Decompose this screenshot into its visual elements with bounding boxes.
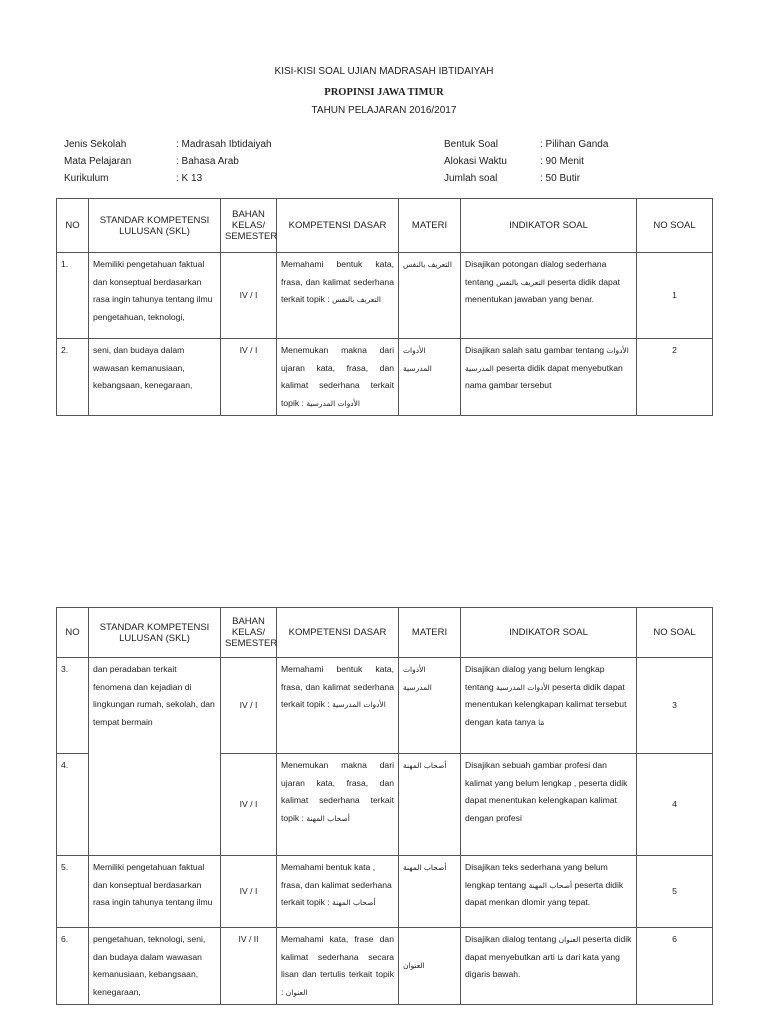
meta-label: Bentuk Soal — [444, 139, 498, 150]
table-row — [57, 856, 713, 928]
row-materi: الأدوات المدرسية — [399, 339, 461, 416]
row-kd — [277, 754, 399, 856]
indikator-text: Disajikan potongan dialog sederhana tentang — [465, 259, 607, 287]
row-kd — [277, 856, 399, 928]
meta-value: : Pilihan Ganda — [540, 139, 609, 150]
kd-text: Memahami bentuk kata, frasa, dan kalimat sederhana terkait topik : — [281, 664, 394, 709]
indikator-text-2: peserta didik dapat menyebutkan arti — [465, 934, 632, 962]
row-kelas: IV / I — [221, 856, 277, 928]
header-no: NO — [57, 199, 89, 253]
row-indikator — [461, 928, 637, 1005]
header-nosoal: NO SOAL — [637, 608, 713, 658]
row-nosoal: 5 — [637, 856, 713, 928]
meta-left — [64, 136, 272, 187]
row-kelas: IV / I — [221, 339, 277, 416]
header-indikator: INDIKATOR SOAL — [461, 608, 637, 658]
meta-value: : 50 Butir — [540, 173, 581, 184]
indikator-text: Disajikan teks sederhana yang belum lengkap tentang — [465, 862, 608, 890]
doc-year: TAHUN PELAJARAN 2016/2017 — [311, 105, 457, 116]
kd-text: Memahami bentuk kata, frasa, dan kalimat sederhana terkait topik : — [281, 259, 394, 304]
doc-title: KISI-KISI SOAL UJIAN MADRASAH IBTIDAIYAH — [274, 66, 494, 77]
indikator-text-2: peserta didik dapat menentukan jawaban yang benar. — [465, 276, 620, 304]
header-skl: STANDAR KOMPETENSI LULUSAN (SKL) — [89, 199, 221, 253]
row-nosoal: 3 — [637, 658, 713, 754]
kd-text: Menemukan makna dari ujaran kata, frasa, dan kalimat sederhana terkait topik : — [281, 345, 394, 408]
header-materi: MATERI — [399, 199, 461, 253]
indikator-text-2: peserta didik dapat menentukan kelengkapan kalimat tersebut dengan kata tanya — [465, 681, 627, 727]
row-skl: Memiliki pengetahuan faktual dan konseptual berdasarkan rasa ingin tahunya tentang ilmu pengetahuan, teknologi, — [89, 253, 221, 339]
table-row — [57, 928, 713, 1005]
indikator-arabic: الأدوات المدرسية — [465, 346, 629, 373]
meta-label: Kurikulum — [64, 173, 109, 184]
table-row — [57, 658, 713, 754]
row-kd — [277, 658, 399, 754]
meta-value: : 90 Menit — [540, 156, 584, 167]
row-indikator — [461, 856, 637, 928]
row-no: 2. — [57, 339, 89, 416]
meta-row — [64, 136, 272, 153]
meta-row — [64, 153, 272, 170]
indikator-text-3: dari kata yang digaris bawah. — [465, 951, 620, 979]
row-kelas: IV / I — [221, 658, 277, 754]
kd-arabic: أصحاب المهنة — [332, 898, 376, 907]
indikator-arabic: أصحاب المهنة — [528, 880, 573, 890]
kisi-table-1 — [56, 198, 713, 416]
indikator-arabic: الأدوات المدرسية — [496, 682, 550, 692]
indikator-text: Disajikan dialog tentang — [465, 934, 557, 944]
kd-arabic: التعريف بالنفس — [332, 295, 382, 304]
kd-arabic: أصحاب المهنة — [306, 813, 350, 823]
header-no: NO — [57, 608, 89, 658]
row-indikator: Disajikan sebuah gambar profesi dan kalimat yang belum lengkap , peserta didik dapat menentukan kelengkapan kalimat dengan profesi — [461, 754, 637, 856]
meta-row — [444, 170, 608, 187]
kd-arabic: العنوان — [285, 987, 308, 997]
row-no: 4. — [57, 754, 89, 856]
row-kelas: IV / I — [221, 754, 277, 856]
row-indikator — [461, 253, 637, 339]
row-materi: العنوان — [399, 928, 461, 1005]
row-kelas: IV / I — [221, 253, 277, 339]
meta-right — [444, 136, 608, 187]
kd-text: Menemukan makna dari ujaran kata, frasa, dan kalimat sederhana terkait topik : — [281, 760, 394, 823]
meta-row — [444, 153, 608, 170]
row-skl: dan peradaban terkait fenomena dan kejadian di lingkungan rumah, sekolah, dan tempat bermain — [89, 658, 221, 856]
kd-arabic: الأدوات المدرسية — [306, 398, 361, 408]
table-header-row — [57, 199, 713, 253]
indikator-text-2: peserta didik dapat menkan dlomir yang tepat. — [465, 879, 624, 907]
row-skl: seni, dan budaya dalam wawasan kemanusiaan, kebangsaan, kenegaraan, — [89, 339, 221, 416]
header-bahan: BAHAN KELAS/ SEMESTER — [221, 608, 277, 658]
row-skl: Memiliki pengetahuan faktual dan konseptual berdasarkan rasa ingin tahunya tentang ilmu — [89, 856, 221, 928]
table-row — [57, 253, 713, 339]
indikator-arabic: التعريف بالنفس — [496, 277, 545, 287]
indikator-text-2: peserta didik dapat menyebutkan nama gambar tersebut — [465, 362, 623, 390]
row-no: 1. — [57, 253, 89, 339]
meta-label: Mata Pelajaran — [64, 156, 132, 167]
meta-row — [444, 136, 608, 153]
row-materi: أصحاب المهنة — [399, 754, 461, 856]
header-kd: KOMPETENSI DASAR — [277, 608, 399, 658]
meta-value: : K 13 — [176, 173, 203, 184]
kisi-table-2 — [56, 607, 713, 1005]
row-kd — [277, 339, 399, 416]
meta-label: Alokasi Waktu — [444, 156, 507, 167]
indikator-arabic-2: مَا — [538, 717, 545, 727]
row-materi: الأدوات المدرسية — [399, 658, 461, 754]
row-kd — [277, 928, 399, 1005]
header-skl: STANDAR KOMPETENSI LULUSAN (SKL) — [89, 608, 221, 658]
header-indikator: INDIKATOR SOAL — [461, 199, 637, 253]
indikator-arabic: العنوان — [558, 935, 581, 944]
row-no: 6. — [57, 928, 89, 1005]
row-materi: التعريف بالنفس — [399, 253, 461, 339]
header-kd: KOMPETENSI DASAR — [277, 199, 399, 253]
row-kd — [277, 253, 399, 339]
meta-label: Jumlah soal — [444, 173, 498, 184]
kd-text: Memahami kata, frase dan kalimat sederhana secara lisan dan tertulis terkait topik : — [281, 934, 394, 997]
row-indikator — [461, 339, 637, 416]
indikator-arabic-2: مَا — [557, 952, 564, 962]
row-indikator — [461, 658, 637, 754]
row-materi: أصحاب المهنة — [399, 856, 461, 928]
header-bahan: BAHAN KELAS/ SEMESTER — [221, 199, 277, 253]
header-nosoal: NO SOAL — [637, 199, 713, 253]
row-kelas: IV / II — [221, 928, 277, 1005]
header-materi: MATERI — [399, 608, 461, 658]
indikator-text: Disajikan salah satu gambar tentang — [465, 345, 605, 355]
row-no: 5. — [57, 856, 89, 928]
row-nosoal: 2 — [637, 339, 713, 416]
meta-label: Jenis Sekolah — [64, 139, 127, 150]
kd-arabic: الأدوات المدرسية — [332, 700, 386, 709]
indikator-text: Disajikan dialog yang belum lengkap tentang — [465, 664, 605, 692]
kd-text: Memahami bentuk kata , frasa, dan kalimat sederhana terkait topik : — [281, 862, 392, 907]
row-nosoal: 1 — [637, 253, 713, 339]
row-nosoal: 4 — [637, 754, 713, 856]
meta-row — [64, 170, 272, 187]
row-skl: pengetahuan, teknologi, seni, dan budaya dalam wawasan kemanusiaan, kebangsaan, kenegaraan, — [89, 928, 221, 1005]
row-no: 3. — [57, 658, 89, 754]
row-nosoal: 6 — [637, 928, 713, 1005]
meta-value: : Madrasah Ibtidaiyah — [176, 139, 272, 150]
meta-value: : Bahasa Arab — [176, 156, 239, 167]
table-header-row — [57, 608, 713, 658]
table-row — [57, 339, 713, 416]
doc-province: PROPINSI JAWA TIMUR — [324, 87, 444, 98]
